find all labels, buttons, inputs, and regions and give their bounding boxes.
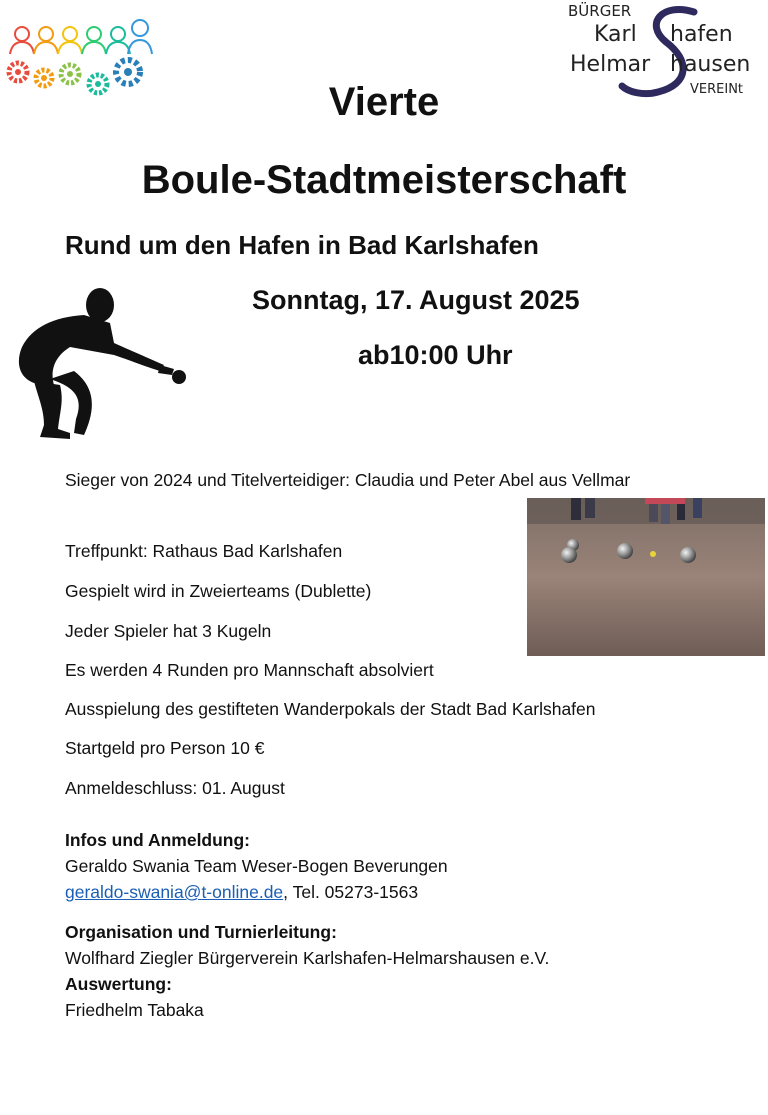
boules-photo: [527, 498, 765, 656]
boules-photo-image: [527, 498, 765, 656]
title-line-1: Vierte: [328, 80, 440, 124]
logo-line-buerger: BÜRGER: [568, 2, 632, 20]
auswertung-person: Friedhelm Tabaka: [65, 1000, 204, 1020]
subtitle: Rund um den Hafen in Bad Karlshafen: [65, 230, 539, 260]
title-line-2: Boule-Stadtmeisterschaft: [141, 158, 627, 202]
logo-word-helmar: Helmar: [570, 52, 651, 77]
detail-treffpunkt: Treffpunkt: Rathaus Bad Karlshafen: [65, 541, 343, 561]
info-contact: Geraldo Swania Team Weser-Bogen Beverungen: [65, 856, 448, 876]
boule-player-silhouette: [14, 285, 194, 455]
info-email-line: [65, 882, 418, 903]
logo-word-hafen: hafen: [670, 22, 733, 47]
detail-startgeld: Startgeld pro Person 10 €: [65, 738, 265, 758]
info-heading: Infos und Anmeldung:: [65, 830, 251, 850]
logo-line-vereint: VEREINt: [690, 82, 744, 97]
detail-wanderpokal: Ausspielung des gestifteten Wanderpokals der Stadt Bad Karlshafen: [65, 699, 596, 719]
detail-anmeldeschluss: Anmeldeschluss: 01. August: [65, 778, 285, 798]
detail-teams: Gespielt wird in Zweierteams (Dublette): [65, 581, 372, 601]
auswertung-heading: Auswertung:: [65, 974, 172, 994]
organisation-heading: Organisation und Turnierleitung:: [65, 922, 337, 942]
phone-number: , Tel. 05273-1563: [283, 882, 419, 902]
event-time: ab10:00 Uhr: [358, 340, 513, 370]
winners-line: Sieger von 2024 und Titelverteidiger: Claudia und Peter Abel aus Vellmar: [65, 470, 631, 490]
detail-kugeln: Jeder Spieler hat 3 Kugeln: [65, 621, 272, 641]
logo-word-hausen: hausen: [670, 52, 751, 77]
event-date: Sonntag, 17. August 2025: [252, 285, 580, 315]
email-link[interactable]: geraldo-swania@t-online.de: [65, 882, 284, 902]
detail-runden: Es werden 4 Runden pro Mannschaft absolviert: [65, 660, 434, 680]
boule-player-icon: [14, 285, 194, 455]
logo-word-karl: Karl: [594, 22, 637, 47]
organisation-contact: Wolfhard Ziegler Bürgerverein Karlshafen-Helmarshausen e.V.: [65, 948, 550, 968]
